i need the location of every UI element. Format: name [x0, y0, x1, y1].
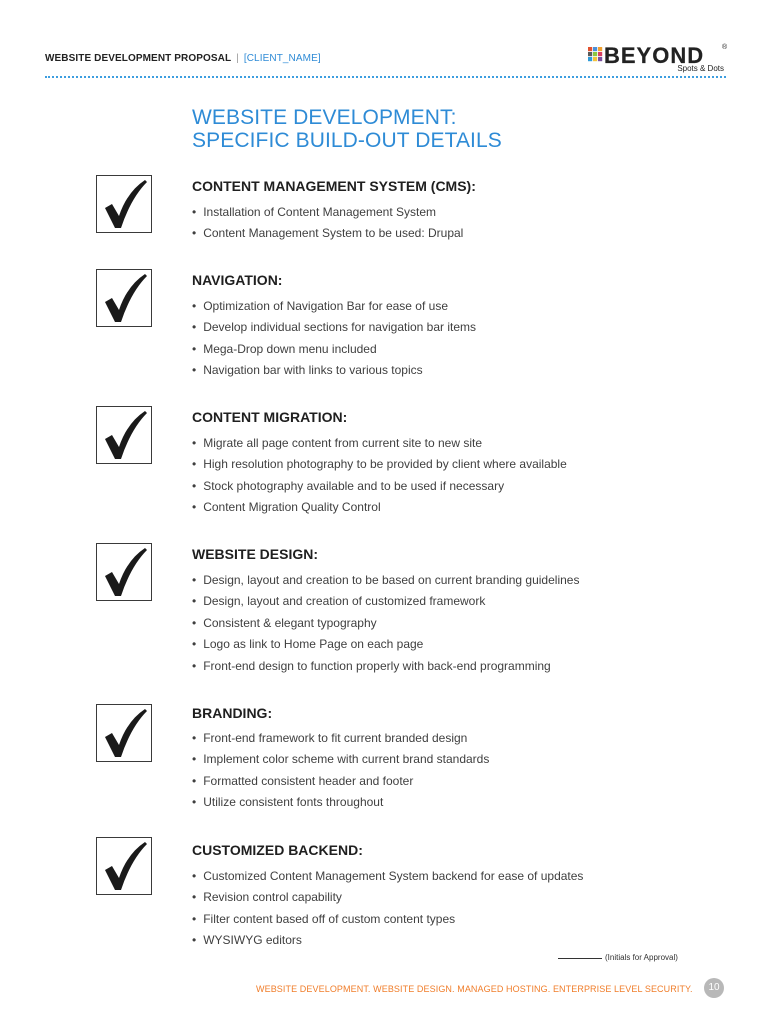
- client-name: [CLIENT_NAME]: [243, 53, 321, 64]
- beyond-logo: [588, 44, 728, 74]
- approval-initials: [558, 953, 678, 962]
- logo-grid-square: [598, 57, 602, 61]
- bullet-list: [192, 433, 567, 519]
- list-item: • Content Management System to be used: Drupal: [192, 223, 463, 244]
- page-title: [192, 106, 502, 152]
- bullet-list: [192, 202, 463, 245]
- logo-grid-square: [588, 52, 592, 56]
- list-item: • Installation of Content Management System: [192, 202, 463, 223]
- section-title: CUSTOMIZED BACKEND:: [192, 842, 363, 858]
- list-item: • Customized Content Management System backend for ease of updates: [192, 866, 583, 887]
- list-item: • Optimization of Navigation Bar for ease of use: [192, 296, 476, 317]
- bullet-list: [192, 296, 476, 382]
- logo-tagline: Spots & Dots: [677, 64, 724, 73]
- logo-grid-square: [598, 47, 602, 51]
- checkbox-checked-icon: [96, 269, 152, 327]
- list-item: • WYSIWYG editors: [192, 930, 583, 951]
- list-item: • Develop individual sections for navigation bar items: [192, 317, 476, 338]
- approval-label: (Initials for Approval): [605, 953, 678, 962]
- list-item: • Migrate all page content from current site to new site: [192, 433, 567, 454]
- section-title: BRANDING:: [192, 705, 273, 721]
- section-title: CONTENT MIGRATION:: [192, 409, 348, 425]
- section-title: WEBSITE DESIGN:: [192, 546, 319, 562]
- checkbox-checked-icon: [96, 175, 152, 233]
- list-item: • Utilize consistent fonts throughout: [192, 792, 489, 813]
- logo-grid-square: [593, 47, 597, 51]
- logo-wordmark: BEYOND: [604, 43, 705, 68]
- checkbox-checked-icon: [96, 704, 152, 762]
- list-item: • Design, layout and creation to be based on current branding guidelines: [192, 570, 579, 591]
- list-item: • Stock photography available and to be used if necessary: [192, 476, 567, 497]
- list-item: • Content Migration Quality Control: [192, 497, 567, 518]
- logo-grid-square: [588, 47, 592, 51]
- list-item: • Design, layout and creation of customized framework: [192, 591, 579, 612]
- list-item: • Front-end framework to fit current branded design: [192, 728, 489, 749]
- checkbox-checked-icon: [96, 543, 152, 601]
- list-item: • Filter content based off of custom content types: [192, 909, 583, 930]
- list-item: • Consistent & elegant typography: [192, 613, 579, 634]
- bullet-list: [192, 866, 583, 952]
- list-item: • Mega-Drop down menu included: [192, 339, 476, 360]
- list-item: • Front-end design to function properly with back-end programming: [192, 656, 579, 677]
- list-item: • Logo as link to Home Page on each page: [192, 634, 579, 655]
- section-title: CONTENT MANAGEMENT SYSTEM (CMS):: [192, 178, 476, 194]
- bullet-list: [192, 728, 489, 814]
- logo-registered-mark: ®: [722, 44, 728, 51]
- header-title: [45, 53, 321, 64]
- proposal-title: WEBSITE DEVELOPMENT PROPOSAL: [45, 53, 232, 64]
- list-item: • Revision control capability: [192, 887, 583, 908]
- logo-grid-square: [593, 52, 597, 56]
- logo-grid-square: [588, 57, 592, 61]
- list-item: • Navigation bar with links to various topics: [192, 360, 476, 381]
- list-item: • Implement color scheme with current brand standards: [192, 749, 489, 770]
- header-divider: [45, 76, 726, 78]
- bullet-list: [192, 570, 579, 677]
- list-item: • Formatted consistent header and footer: [192, 771, 489, 792]
- page-title-line-1: WEBSITE DEVELOPMENT:: [192, 106, 457, 129]
- checkbox-checked-icon: [96, 406, 152, 464]
- page-title-line-2: SPECIFIC BUILD-OUT DETAILS: [192, 129, 502, 152]
- section-title: NAVIGATION:: [192, 272, 283, 288]
- checkbox-checked-icon: [96, 837, 152, 895]
- initials-blank-line[interactable]: [558, 958, 602, 959]
- logo-grid-square: [598, 52, 602, 56]
- list-item: • High resolution photography to be provided by client where available: [192, 454, 567, 475]
- logo-grid-square: [593, 57, 597, 61]
- header-separator: |: [236, 53, 239, 64]
- footer-tagline: WEBSITE DEVELOPMENT. WEBSITE DESIGN. MANAGED HOSTING. ENTERPRISE LEVEL SECURITY.: [256, 984, 693, 994]
- logo-grid-icon: [588, 47, 603, 62]
- page-number-badge: 10: [704, 978, 724, 998]
